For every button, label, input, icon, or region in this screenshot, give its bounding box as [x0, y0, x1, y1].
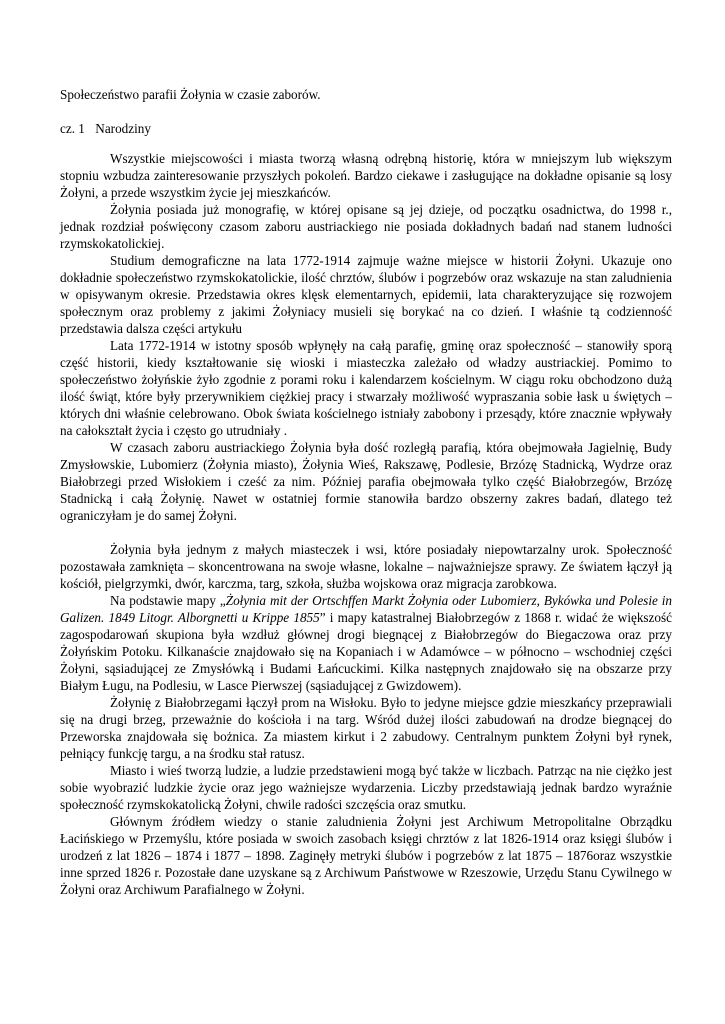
- section-number: cz. 1: [60, 121, 85, 136]
- section-title: Narodziny: [95, 121, 151, 136]
- paragraph: W czasach zaboru austriackiego Żołynia była dość rozległą parafią, która obejmowała Jagielnię, Budy Zmysłowskie, Lubomierz (Żołynia miasto), Żołynia Wieś, Rakszawę, Podlesie, Brzózę Stadnicką, Wydrze oraz Białobrzegi przed Wisłokiem i cześć za nim. Później parafia obejmowała tylko część Białobrzegów, Brzózę Stadnicką i całą Żołynię. Nawet w ostatniej formie stanowiła bardzo obszerny zakres badań, dlatego też ograniczyłam je do samej Żołyni.: [60, 440, 672, 523]
- paragraph: Miasto i wieś tworzą ludzie, a ludzie przedstawieni mogą być także w liczbach. Patrząc na nie ciężko jest sobie wyobrazić ludzkie życie oraz jego ważniejsze wydarzenia. Liczby przedstawiają jednak bardzo wyraźnie społeczność rzymskokatolicką Żołyni, chwile radości szczęścia oraz smutku.: [60, 763, 672, 812]
- paragraph: Lata 1772-1914 w istotny sposób wpłynęły na całą parafię, gminę oraz społeczność – stanowiły sporą część historii, kiedy kształtowanie się wioski i miasteczka zależało od władzy austriackiej. Pomimo to społeczeństwo żołyńskie żyło zgodnie z porami roku i kalendarzem kościelnym. W ciągu roku obchodzono dużą ilość świąt, które były przerywnikiem ciężkiej pracy i stwarzały możliwość wypraszania sobie łask u świętych – których dni właśnie celebrowano. Obok świata kościelnego istniały zabobony i przesądy, które znacznie wpływały na całokształt życia i często go utrudniały .: [60, 338, 672, 438]
- document-body: [60, 150, 672, 898]
- paragraph: Głównym źródłem wiedzy o stanie zaludnienia Żołyni jest Archiwum Metropolitalne Obrządku Łacińskiego w Przemyślu, które posiada w swoich zasobach księgi chrztów z lat 1826-1914 oraz księgi ślubów i urodzeń z lat 1826 – 1874 i 1877 – 1898. Zaginęły metryki ślubów i pogrzebów z lat 1875 – 1876oraz wszystkie inne sprzed 1826 r. Pozostałe dane uzyskane są z Archiwum Państwowe w Rzeszowie, Urzędu Stanu Cywilnego w Żołyni oraz Archiwum Parafialnego w Żołyni.: [60, 814, 672, 897]
- paragraph: Studium demograficzne na lata 1772-1914 zajmuje ważne miejsce w historii Żołyni. Ukazuje ono dokładnie społeczeństwo rzymskokatolickie, ilość chrztów, ślubów i pogrzebów oraz wskazuje na stan zaludnienia w opisywanym okresie. Przedstawia okres klęsk elementarnych, epidemii, lata charakteryzujące się rozwojem społecznym oraz problemy z jakimi Żołyniacy musieli się borykać na co dzień. I właśnie tą codzienność przedstawia dalsza części artykułu: [60, 253, 672, 336]
- paragraph: Żołynia posiada już monografię, w której opisane są jej dzieje, od początku osadnictwa, do 1998 r., jednak rozdział poświęcony czasom zaboru austriackiego nie posiada dokładnych badań nad stanem ludności rzymskokatolickiej.: [60, 202, 672, 251]
- map-paragraph-rest: ” i mapy katastralnej Białobrzegów z 1868 r. widać że większość zagospodarowań skupiona była wzdłuż głównej drogi biegnącej z Białobrzegów do Biegaczowa oraz przy Żołyńskim Potoku. Kilkanaście znajdowało się na Kopaniach i w Adamówce – w północno – wschodniej części Żołyni, sąsiadującej ze Zmysłówką i Budami Łańcuckimi. Kilka następnych znajdowało się na obszarze przy Białym Ługu, na Podlesiu, w Lasce Pierwszej (sąsiadującej z Gwizdowem).: [60, 610, 672, 693]
- paragraph: Żołynię z Białobrzegami łączył prom na Wisłoku. Było to jedyne miejsce gdzie mieszkańcy przeprawiali się na drugi brzeg, przeważnie do kościoła i na targ. Wśród dużej ilości zabudowań na drodze biegnącej do Przeworska znajdowała się bożnica. Za miastem kirkut i 2 zabudowy. Centralnym punktem Żołyni był rynek, pełniący funkcję targu, a na środku stał ratusz.: [60, 695, 672, 761]
- map-title: Żołynia mit der Ortschffen Markt Żołynia oder Lubomierz, Bykówka und Polesie in Galizen. 1849 Litogr. Alborgnetti u Krippe 1855: [60, 593, 672, 625]
- document-title: Społeczeństwo parafii Żołynia w czasie zaborów.: [60, 87, 321, 102]
- section-heading: [60, 120, 670, 137]
- map-paragraph-lead: Na podstawie mapy „: [110, 593, 226, 608]
- paragraph: Wszystkie miejscowości i miasta tworzą własną odrębną historię, która w mniejszym lub większym stopniu wzbudza zainteresowanie przyszłych pokoleń. Bardzo ciekawe i zasługujące na dokładne opisanie są losy Żołyni, a przede wszystkim życie jej mieszkańców.: [60, 151, 672, 200]
- map-paragraph: [60, 592, 672, 694]
- paragraph: Żołynia była jednym z małych miasteczek i wsi, które posiadały niepowtarzalny urok. Społeczność pozostawała zamknięta – skoncentrowana na swoje własne, lokalne – najważniejsze sprawy. Ze światem łączył ją kościół, pielgrzymki, dwór, karczma, targ, szkoła, służba wojskowa oraz migracja zarobkowa.: [60, 542, 672, 591]
